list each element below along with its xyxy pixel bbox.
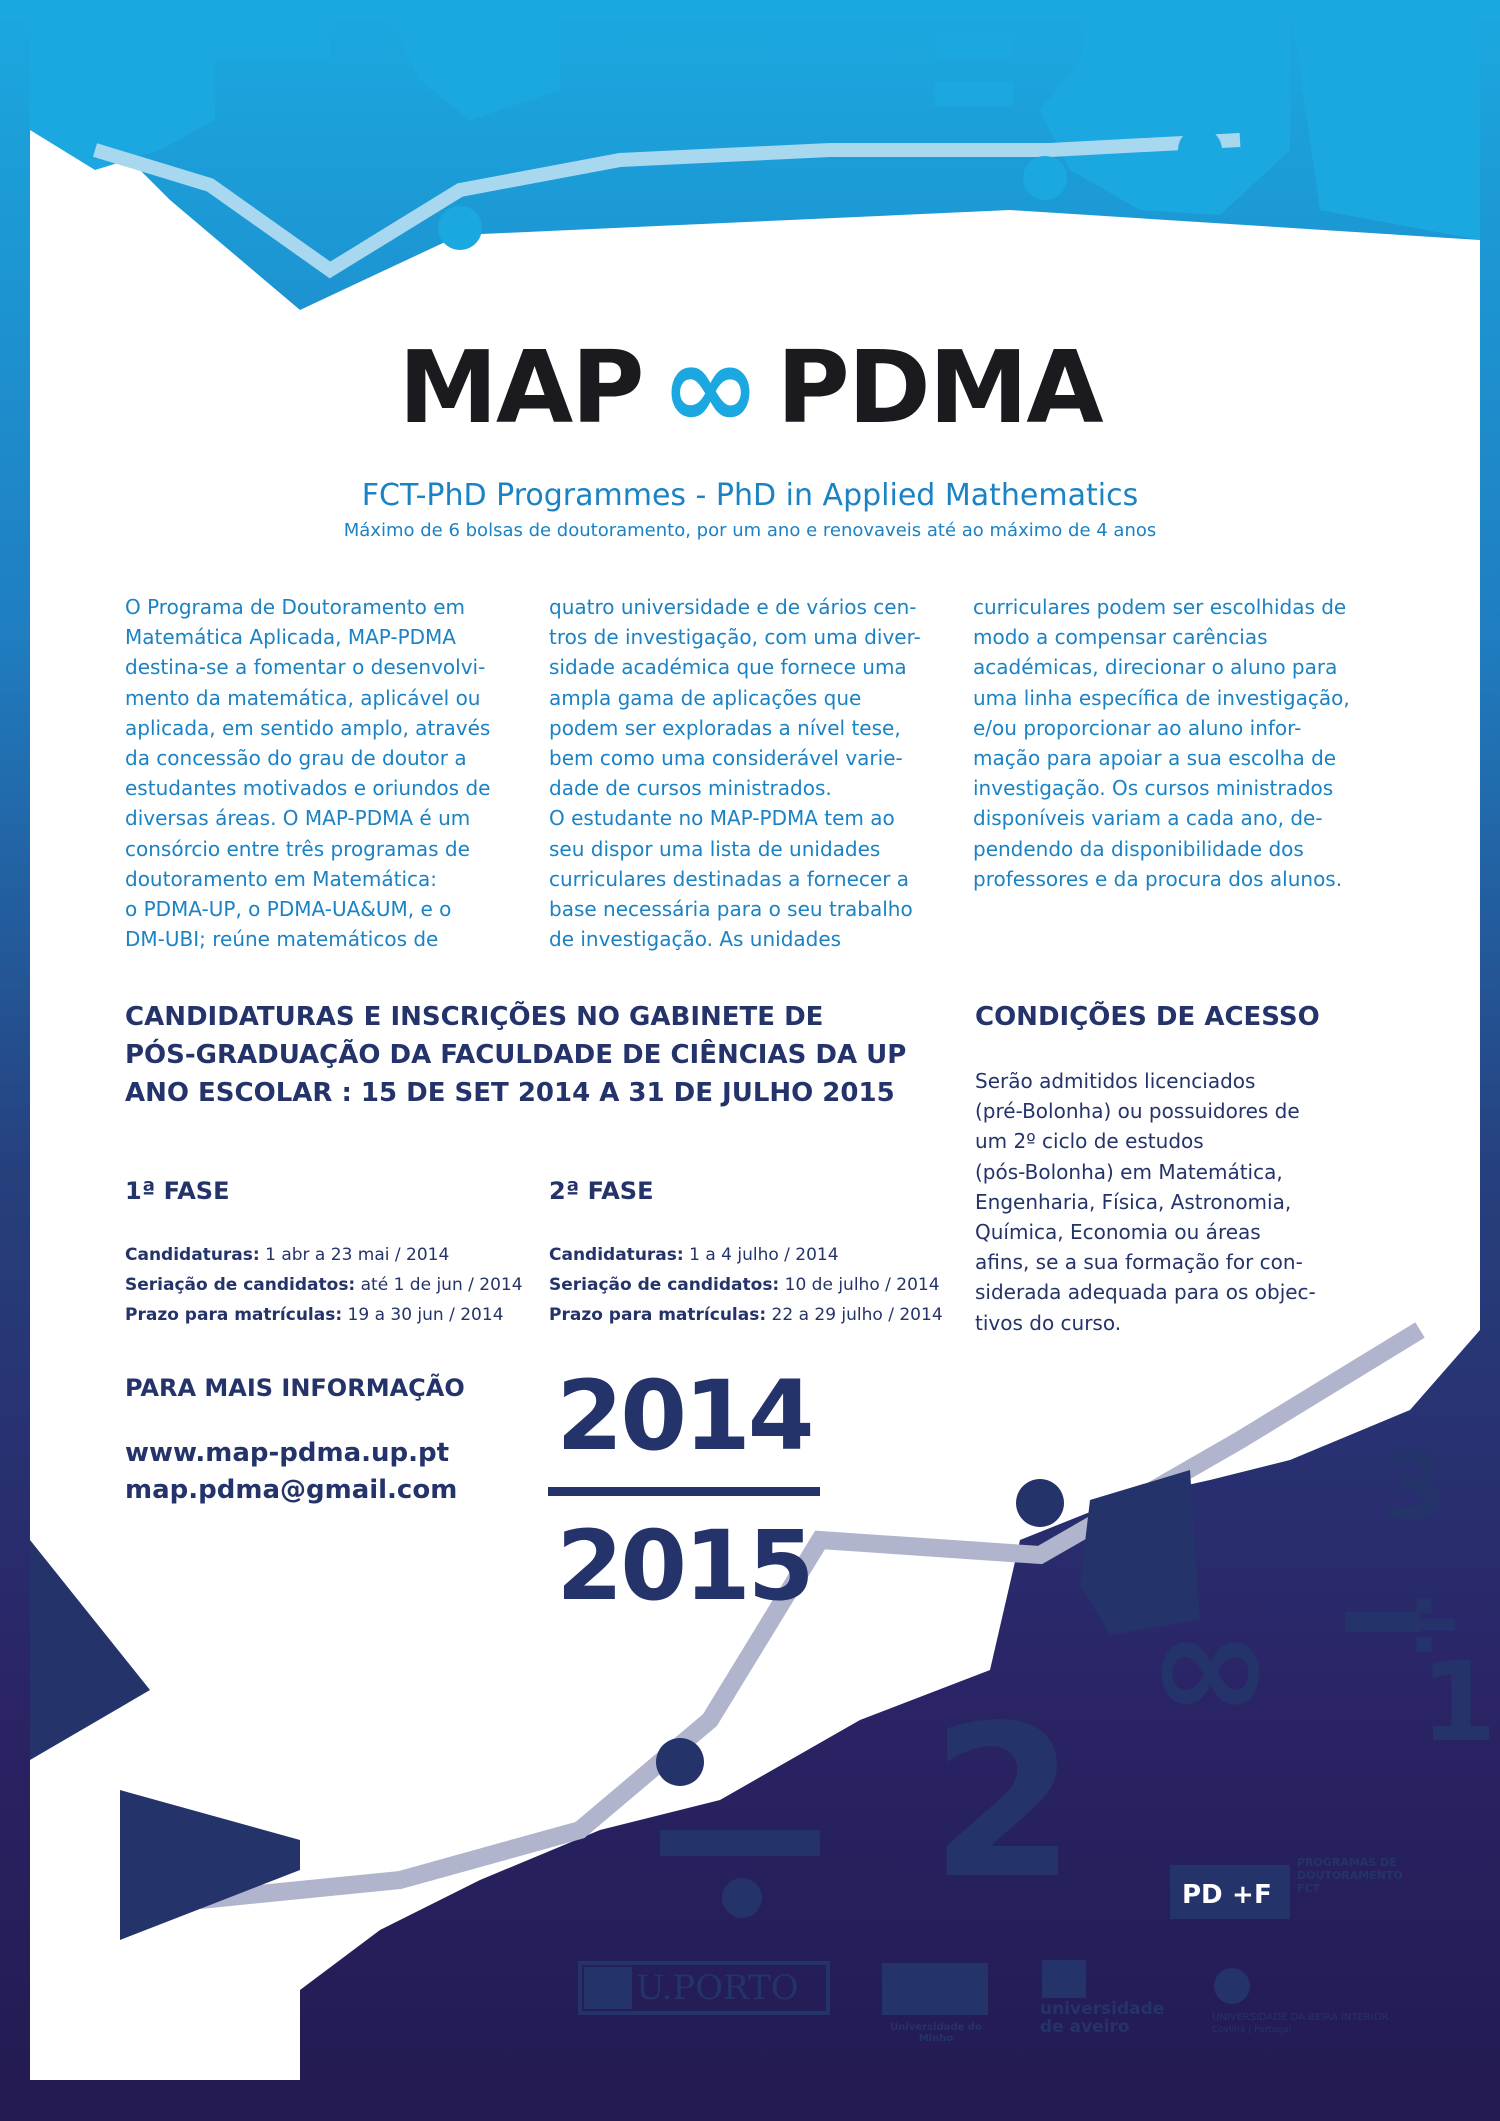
uporto-logo-text: U.PORTO: [636, 1968, 799, 2008]
phase-2-row: Candidaturas: 1 a 4 julho / 2014: [549, 1245, 839, 1265]
website-link[interactable]: www.map-pdma.up.pt: [125, 1438, 450, 1468]
year-divider: [548, 1487, 820, 1496]
minho-logo: [882, 1963, 988, 2015]
more-info-heading: PARA MAIS INFORMAÇÃO: [125, 1374, 465, 1402]
division-sign: ÷: [1382, 1563, 1466, 1680]
access-heading: CONDIÇÕES DE ACESSO: [975, 1002, 1320, 1032]
infinity-title-icon: ∞: [660, 318, 759, 457]
aveiro-logo-text: universidade de aveiro: [1040, 1999, 1165, 2037]
phase-1-row: Seriação de candidatos: até 1 de jun / 2014: [125, 1275, 523, 1295]
digit-two: 2: [930, 1680, 1077, 1925]
infinity-symbol: ∞: [1148, 1580, 1273, 1754]
pdf-logo-f: F: [1254, 1880, 1272, 1910]
intro-column-3: curriculares podem ser escolhidas de modo a compensar carências académicas, direcionar o aluno para uma linha específica de investigação, e/ou proporcionar ao aluno infor- mação para apoiar a sua escolha de investigação. Os cursos ministrados disponíveis variam a cada ano, de- pendendo da disponibilidade dos professores e da procura dos alunos.: [973, 595, 1350, 891]
minho-logo-text: Universidade do Minho: [890, 2022, 982, 2044]
scholarship-tagline: Máximo de 6 bolsas de doutoramento, por um ano e renovaveis até ao máximo de 4 anos: [343, 520, 1157, 541]
phase-1-row: Candidaturas: 1 abr a 23 mai / 2014: [125, 1245, 450, 1265]
phase-1-details: [125, 1240, 523, 1330]
access-body: Serão admitidos licenciados (pré-Bolonha) ou possuidores de um 2º ciclo de estudos (pós-Bolonha) em Matemática, Engenharia, Física, Astronomia, Química, Economia ou áreas afins, se a sua formação for con- siderada adequada para os objec- tivos do curso.: [975, 1069, 1316, 1335]
aveiro-logo: [1042, 1960, 1086, 1998]
ubi-logo-subtext: Covilhã | Portugal: [1212, 2025, 1292, 2035]
phase-2-row: Prazo para matrículas: 22 a 29 julho / 2014: [549, 1305, 943, 1325]
email-link[interactable]: map.pdma@gmail.com: [125, 1475, 458, 1505]
year-bottom: 2015: [556, 1510, 812, 1622]
phase-2-title: 2ª FASE: [549, 1177, 654, 1205]
ubi-logo-text: UNIVERSIDADE DA BEIRA INTERIOR: [1212, 2012, 1389, 2023]
superscript-three: 3: [1382, 1433, 1447, 1540]
page-subtitle: FCT-PhD Programmes - PhD in Applied Mathematics: [361, 478, 1139, 513]
phase-2-row: Seriação de candidatos: 10 de julho / 2014: [549, 1275, 940, 1295]
phase-1-title: 1ª FASE: [125, 1177, 230, 1205]
applications-heading: CANDIDATURAS E INSCRIÇÕES NO GABINETE DE PÓS-GRADUAÇÃO DA FACULDADE DE CIÊNCIAS DA UP ANO ESCOLAR : 15 DE SET 2014 A 31 DE JULHO 2015: [125, 1002, 907, 1108]
digit-one: 1: [1420, 1638, 1497, 1766]
intro-column-2: quatro universidade e de vários cen- tros de investigação, com uma diver- sidade académica que fornece uma ampla gama de aplicações que podem ser exploradas a nível tese, bem como uma considerável varie- dade de cursos ministrados. O estudante no MAP-PDMA tem ao seu dispor uma lista de unidades curriculares destinadas a fornecer a base necessária para o seu trabalho de investigação. As unidades: [549, 595, 921, 952]
pdf-logo: [1170, 1865, 1290, 1919]
ubi-logo: [1214, 1968, 1250, 2004]
intro-column-1: O Programa de Doutoramento em Matemática Aplicada, MAP-PDMA destina-se a fomentar o desenvolvi- mento da matemática, aplicável ou aplicada, em sentido amplo, através da concessão do grau de doutor a estudantes motivados e oriundos de diversas áreas. O MAP-PDMA é um consórcio entre três programas de doutoramento em Matemática: o PDMA-UP, o PDMA-UA&UM, e o DM-UBI; reúne matemáticos de: [125, 595, 491, 952]
title-map: MAP: [398, 329, 643, 446]
pdf-logo-caption: PROGRAMAS DE DOUTORAMENTO FCT: [1297, 1856, 1403, 1895]
year-top: 2014: [556, 1360, 812, 1472]
phase-1-row: Prazo para matrículas: 19 a 30 jun / 2014: [125, 1305, 504, 1325]
pdf-logo-plus: +: [1232, 1880, 1254, 1910]
phase-2-details: [549, 1240, 943, 1330]
pdf-logo-pd: PD: [1182, 1880, 1223, 1910]
title-pdma: PDMA: [776, 329, 1102, 446]
main-title: [0, 318, 1500, 457]
